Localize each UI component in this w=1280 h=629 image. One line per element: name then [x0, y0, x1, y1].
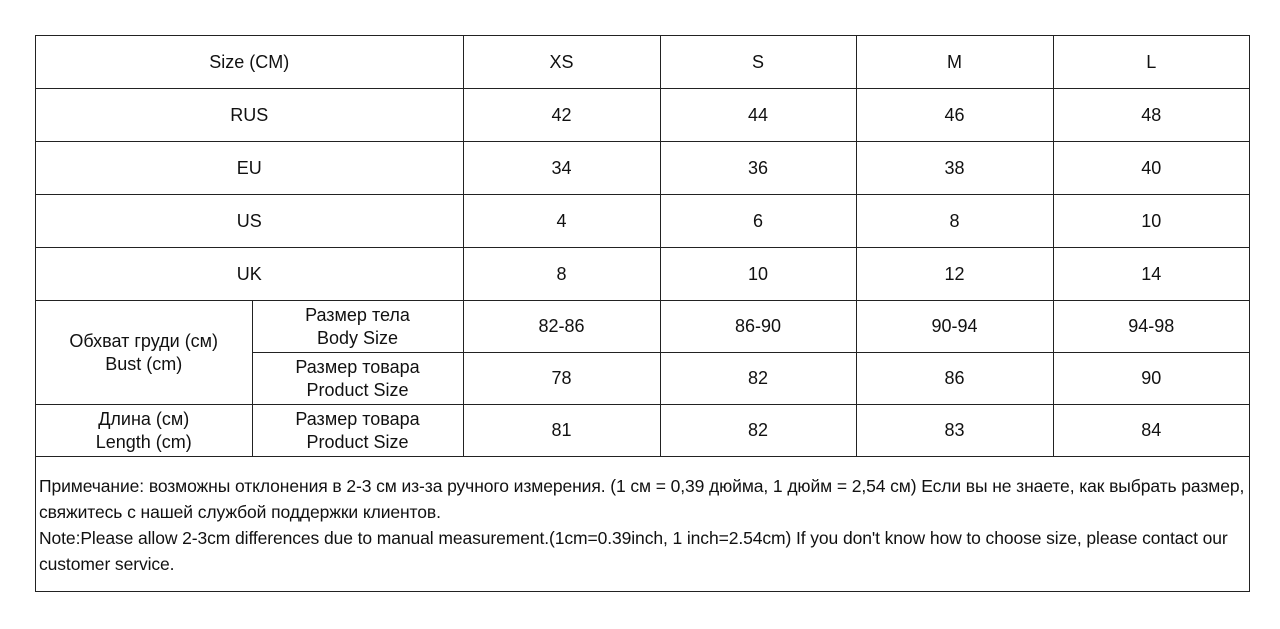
- bust-label-ru: Обхват груди (см): [69, 330, 219, 351]
- row-label: RUS: [36, 89, 463, 142]
- size-header-label: Size (CM): [36, 36, 463, 89]
- table-cell: 84: [1053, 405, 1249, 457]
- table-cell: 10: [660, 248, 856, 301]
- table-cell: 78: [463, 353, 660, 405]
- body-size-label-en: Body Size: [316, 327, 399, 348]
- table-cell: 42: [463, 89, 660, 142]
- product-size-label-ru: Размер товара: [295, 356, 420, 377]
- length-label-ru: Длина (см): [98, 408, 190, 429]
- table-cell: 82: [660, 405, 856, 457]
- table-cell: 6: [660, 195, 856, 248]
- body-size-label: [252, 301, 463, 353]
- product-size-label-en: Product Size: [306, 379, 409, 400]
- table-cell: 34: [463, 142, 660, 195]
- size-header-s: S: [660, 36, 856, 89]
- note-russian: Примечание: возможны отклонения в 2-3 см из-за ручного измерения. (1 см = 0,39 дюйма, 1 дюйм = 2,54 см) Если вы не знаете, как выбрать размер, свяжитесь с нашей службой поддержки клиентов.: [39, 476, 1245, 522]
- size-header-l: L: [1053, 36, 1249, 89]
- row-label: EU: [36, 142, 463, 195]
- table-cell: 4: [463, 195, 660, 248]
- length-product-size-label: [252, 405, 463, 457]
- table-cell: 90: [1053, 353, 1249, 405]
- table-cell: 83: [856, 405, 1053, 457]
- body-size-label-ru: Размер тела: [305, 304, 410, 325]
- bust-label-en: Bust (cm): [105, 353, 183, 374]
- size-chart: [35, 35, 1250, 592]
- length-product-label-ru: Размер товара: [295, 408, 420, 429]
- table-cell: 48: [1053, 89, 1249, 142]
- bust-label: [36, 301, 252, 405]
- product-size-label: [252, 353, 463, 405]
- table-cell: 12: [856, 248, 1053, 301]
- table-cell: 94-98: [1053, 301, 1249, 353]
- size-header-m: M: [856, 36, 1053, 89]
- table-cell: 86: [856, 353, 1053, 405]
- table-row-us: [36, 195, 1249, 248]
- table-row-length: [36, 405, 1249, 457]
- header-row: [36, 36, 1249, 89]
- table-cell: 81: [463, 405, 660, 457]
- size-table: [36, 36, 1249, 457]
- table-cell: 90-94: [856, 301, 1053, 353]
- table-cell: 36: [660, 142, 856, 195]
- row-label: US: [36, 195, 463, 248]
- length-label: [36, 405, 252, 457]
- table-cell: 82-86: [463, 301, 660, 353]
- row-label: UK: [36, 248, 463, 301]
- table-cell: 86-90: [660, 301, 856, 353]
- table-row-eu: [36, 142, 1249, 195]
- table-cell: 46: [856, 89, 1053, 142]
- table-cell: 10: [1053, 195, 1249, 248]
- table-row-rus: [36, 89, 1249, 142]
- table-cell: 40: [1053, 142, 1249, 195]
- table-cell: 82: [660, 353, 856, 405]
- table-cell: 14: [1053, 248, 1249, 301]
- measurement-note: [39, 473, 1245, 577]
- table-row-bust-body: [36, 301, 1249, 353]
- table-cell: 38: [856, 142, 1053, 195]
- table-cell: 44: [660, 89, 856, 142]
- note-english: Note:Please allow 2-3cm differences due to manual measurement.(1cm=0.39inch, 1 inch=2.54cm) If you don't know how to choose size, please contact our customer service.: [39, 528, 1228, 574]
- table-cell: 8: [463, 248, 660, 301]
- length-product-label-en: Product Size: [306, 431, 409, 452]
- table-cell: 8: [856, 195, 1053, 248]
- table-row-uk: [36, 248, 1249, 301]
- size-header-xs: XS: [463, 36, 660, 89]
- length-label-en: Length (cm): [95, 431, 192, 452]
